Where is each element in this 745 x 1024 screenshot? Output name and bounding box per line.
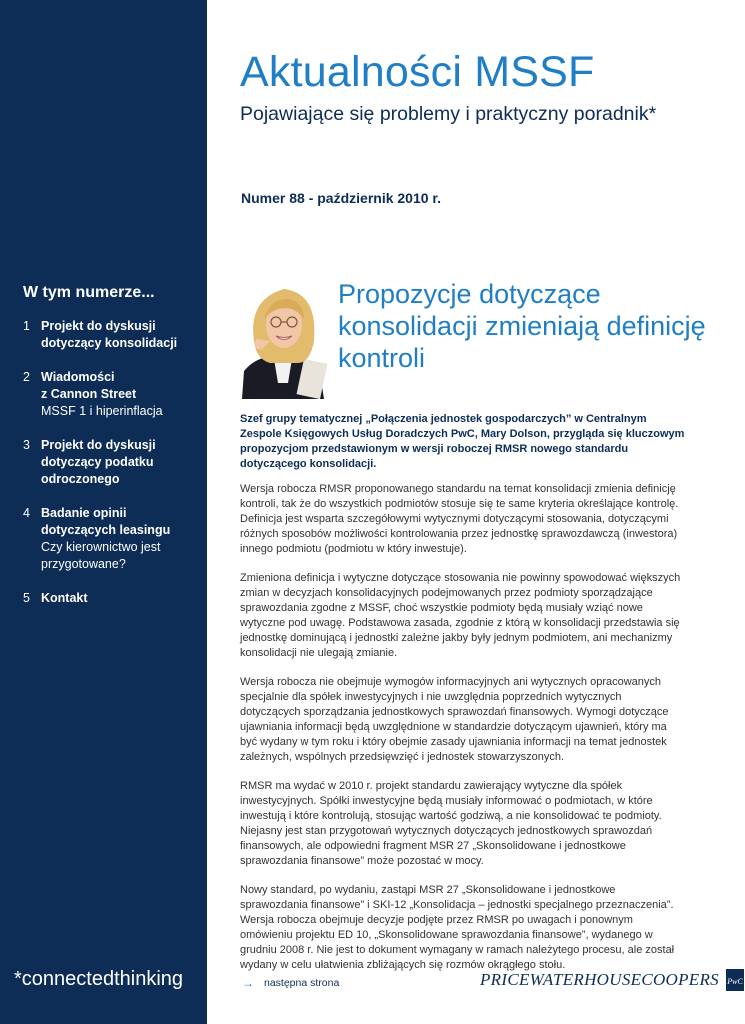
toc-item-subtitle-line: przygotowane? [41, 557, 126, 571]
toc-item-number: 3 [23, 438, 30, 452]
toc-item-text [41, 369, 201, 420]
toc-item-number: 5 [23, 591, 30, 605]
toc-item-subtitle-line: MSSF 1 i hiperinflacja [41, 404, 163, 418]
pwc-logo [480, 968, 745, 992]
article-paragraph: Nowy standard, po wydaniu, zastąpi MSR 27 „Skonsolidowane i jednostkowe sprawozdania finansowe” i SKI-12 „Konsolidacja – jednostki specjalnego przeznaczenia”. Wersja robocza obejmuje decyzje podjęte przez RMSR po uwagach i ponownym omówieniu projektu ED 10, „Skonsolidowane sprawozdania finansowe”, wydanego w grudniu 2008 r. Nie jest to dokument wymagany w ramach należytego procesu, ale został wydany w celu ułatwienia zbliżających się rozmów okrągłego stołu. [240, 884, 675, 971]
article-paragraph: Wersja robocza RMSR proponowanego standardu na temat konsolidacji zmienia definicję kontroli, tak że do wszystkich podmiotów stosuje się te same kryteria określające kontrolę. Definicja jest wsparta szczegółowymi wytycznymi dotyczącymi stosowania, dotyczącymi różnych sposobów możliwości kontrolowania przez jednostkę sprawozdawczą (inwestora) innego podmiotu (podmiotu w który inwestuje). [240, 483, 679, 555]
toc-item-number: 1 [23, 319, 30, 333]
toc-item-text [41, 437, 201, 488]
toc-item[interactable] [23, 369, 201, 420]
toc-item-title-line: Kontakt [41, 591, 88, 605]
pwc-mark-icon [725, 968, 745, 992]
issue-number: Numer 88 - październik 2010 r. [241, 190, 441, 206]
toc-item-title-line: dotyczących leasingu [41, 523, 171, 537]
article-paragraph: Wersja robocza nie obejmuje wymogów informacyjnych ani wytycznych opracowanych specjalnie dla spółek inwestycyjnych i nie uwzględnia poprzednich wytycznych dotyczących sporządzania jednostkowych sprawozdań finansowych. Wymogi dotyczące ujawniania informacji będą uwzględnione w standardzie dotyczącym ujawnień, który ma być wydany w tym roku i który obejmie zasady ujawniania informacji na temat jednostek zależnych, wspólnych przedsięwzięć i jednostek stowarzyszonych. [240, 676, 669, 763]
toc-item-subtitle-line: Czy kierownictwo jest [41, 540, 161, 554]
logo-mark-text: PwC [727, 977, 743, 986]
article-title: Propozycje dotyczące konsolidacji zmieniają definicję kontroli [338, 279, 706, 373]
toc-item-text [41, 318, 201, 352]
page-title: Aktualności MSSF [240, 48, 595, 96]
toc-item-title-line: Projekt do dyskusji [41, 319, 156, 333]
toc-item-number: 4 [23, 506, 30, 520]
toc-item-title-line: dotyczący podatku [41, 455, 154, 469]
toc-item[interactable] [23, 437, 201, 488]
toc-item-title-line: Projekt do dyskusji [41, 438, 156, 452]
author-photo [240, 279, 326, 399]
logo-wordmark: PRICEWATERHOUSECOOPERS [480, 970, 719, 989]
toc-item-number: 2 [23, 370, 30, 384]
toc-item[interactable] [23, 505, 201, 573]
article-paragraph: Zmieniona definicja i wytyczne dotyczące stosowania nie powinny spowodować większych zmian w decyzjach konsolidacyjnych podejmowanych przez podmioty sporządzające sprawozdania zgodne z MSSF, choć wszystkie podmioty będą musiały wziąć nowe wytyczne pod uwagę. Podstawowa zasada, zgodnie z którą w konsolidacji przedstawia się jednostkę dominującą i jednostki zależne jakby były jednym podmiotem, ani mechanizmy konsolidacji nie ulegają zmianie. [240, 572, 681, 659]
toc-item-text [41, 590, 201, 607]
sidebar [0, 0, 207, 1024]
toc-item-title-line: dotyczący konsolidacji [41, 336, 178, 350]
toc-item-title-line: Badanie opinii [41, 506, 127, 520]
toc-item-title-line: odroczonego [41, 472, 120, 486]
toc-item[interactable] [23, 590, 201, 607]
toc-item-title-line: z Cannon Street [41, 387, 137, 401]
article-lead: Szef grupy tematycznej „Połączenia jednostek gospodarczych” w Centralnym Zespole Księgowych Usług Doradczych PwC, Mary Dolson, przygląda się kluczowym propozycjom przedstawionym w wersji roboczej RMSR nowego standardu dotyczącego konsolidacji. [240, 413, 685, 470]
toc-item-title-line: Wiadomości [41, 370, 115, 384]
tagline: *connectedthinking [14, 968, 184, 990]
toc-heading: W tym numerze... [23, 284, 155, 301]
next-page-label: następna strona [264, 977, 340, 989]
arrow-right-icon: → [242, 976, 254, 990]
page-subtitle: Pojawiające się problemy i praktyczny poradnik* [240, 103, 657, 125]
article-body [240, 482, 685, 987]
toc-item[interactable] [23, 318, 201, 352]
next-page-link[interactable] [242, 976, 339, 990]
table-of-contents [23, 318, 201, 624]
toc-item-text [41, 505, 201, 573]
article-paragraph: RMSR ma wydać w 2010 r. projekt standardu zawierający wytyczne dla spółek inwestycyjnych. Spółki inwestycyjne będą musiały informować o podmiotach, w które inwestują i które kontrolują, stosując wartość godziwą, a nie konsolidować te podmioty. Niejasny jest stan przygotowań wytycznych dotyczących jednostkowych sprawozdań finansowych, ale odpowiedni fragment MSR 27 „Skonsolidowane i jednostkowe sprawozdania finansowe” może pozostać w mocy. [240, 780, 662, 867]
